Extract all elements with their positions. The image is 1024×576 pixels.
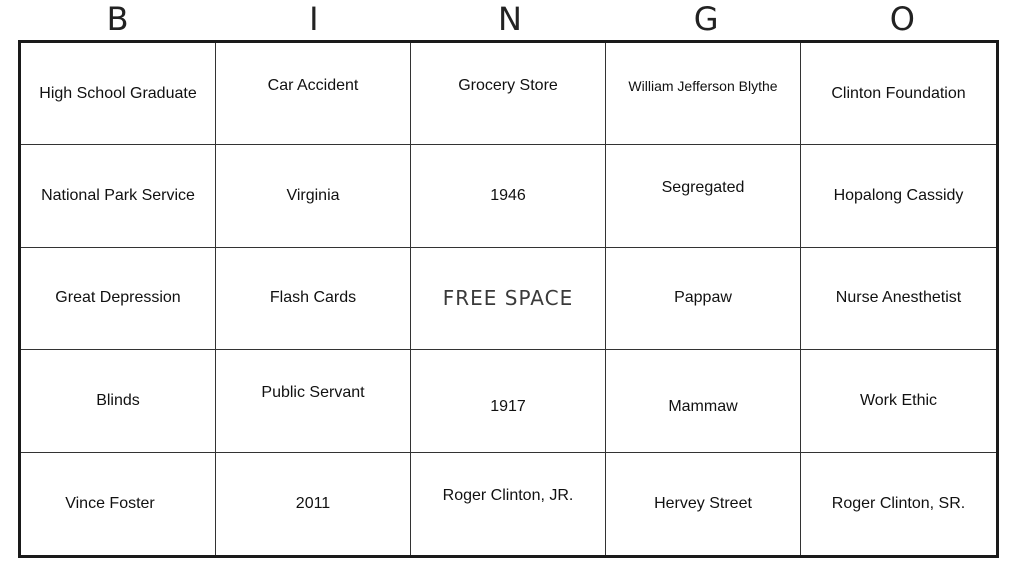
bingo-header — [20, 0, 1001, 38]
free-space-label: FREE SPACE — [442, 286, 574, 311]
bingo-cell — [21, 453, 216, 555]
cell-label: William Jefferson Blythe — [628, 77, 778, 94]
cell-label: Grocery Store — [458, 76, 558, 94]
bingo-cell — [606, 43, 801, 145]
bingo-cell — [606, 145, 801, 247]
bingo-cell — [216, 248, 411, 350]
cell-label: Blinds — [96, 391, 140, 409]
bingo-cell — [411, 350, 606, 452]
bingo-cell — [216, 350, 411, 452]
header-letter-g: G — [693, 0, 720, 38]
bingo-cell — [216, 453, 411, 555]
bingo-cell — [801, 145, 996, 247]
cell-label: Flash Cards — [269, 289, 357, 307]
bingo-cell — [216, 145, 411, 247]
bingo-cell — [21, 43, 216, 145]
header-letter-n: N — [498, 0, 523, 38]
cell-label: Work Ethic — [859, 391, 938, 409]
cell-label: 2011 — [295, 494, 331, 512]
cell-label: 1946 — [490, 187, 526, 205]
cell-label: 1917 — [490, 397, 526, 415]
free-space-cell — [411, 248, 606, 350]
cell-label: Clinton Foundation — [831, 84, 966, 102]
bingo-cell — [216, 43, 411, 145]
cell-label: Car Accident — [267, 76, 359, 94]
bingo-cell — [411, 453, 606, 555]
bingo-cell — [801, 350, 996, 452]
cell-label: Great Depression — [55, 289, 181, 307]
bingo-cell — [21, 350, 216, 452]
cell-label: Roger Clinton, SR. — [831, 494, 966, 512]
cell-label: Roger Clinton, JR. — [442, 486, 574, 504]
header-letter-o: O — [889, 0, 916, 38]
cell-label: Segregated — [661, 179, 745, 197]
cell-label: Hopalong Cassidy — [833, 187, 964, 205]
bingo-cell — [411, 145, 606, 247]
bingo-cell — [801, 453, 996, 555]
bingo-cell — [606, 350, 801, 452]
cell-label: Public Servant — [261, 383, 365, 401]
cell-label: Mammaw — [668, 397, 738, 415]
header-letter-i: I — [309, 0, 320, 38]
cell-label: Pappaw — [674, 289, 732, 307]
bingo-cell — [801, 248, 996, 350]
bingo-cell — [606, 248, 801, 350]
bingo-board — [18, 40, 999, 558]
bingo-cell — [606, 453, 801, 555]
cell-label: Virginia — [286, 187, 340, 205]
header-letter-b: B — [106, 0, 130, 38]
bingo-cell — [801, 43, 996, 145]
cell-label: Vince Foster — [65, 494, 155, 512]
bingo-cell — [411, 43, 606, 145]
cell-label: National Park Service — [41, 187, 195, 205]
bingo-cell — [21, 145, 216, 247]
bingo-cell — [21, 248, 216, 350]
cell-label: Hervey Street — [654, 494, 752, 512]
cell-label: Nurse Anesthetist — [835, 289, 962, 307]
cell-label: High School Graduate — [39, 84, 197, 102]
